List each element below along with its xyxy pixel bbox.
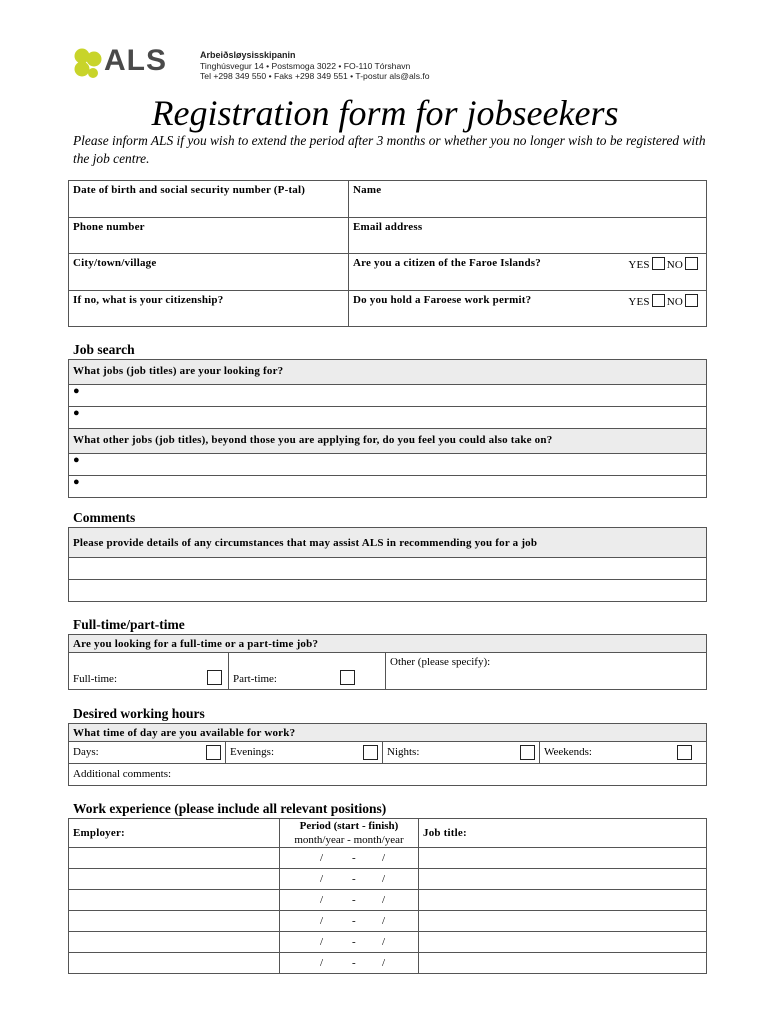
evenings-label: Evenings:	[230, 746, 274, 758]
fulltime-question-label: Are you looking for a full-time or a part-time job?	[73, 638, 319, 650]
experience-heading: Work experience (please include all relevant positions)	[73, 801, 387, 816]
hours-table	[68, 723, 707, 786]
period-slash-end: /	[382, 852, 386, 864]
experience-row	[69, 953, 707, 974]
period-sub-label: month/year - month/year	[294, 834, 404, 846]
fulltime-question	[69, 635, 707, 653]
city-field[interactable]	[69, 254, 349, 291]
citizen-yes-label: YES	[628, 259, 650, 271]
bullet-icon: ●	[73, 454, 80, 466]
days-label: Days:	[73, 746, 99, 758]
fulltime-checkbox[interactable]	[207, 670, 222, 685]
name-field[interactable]	[349, 181, 707, 218]
address-line: Tinghúsvegur 14 • Postsmoga 3022 • FO-110 Tórshavn	[200, 60, 411, 71]
employer-cell[interactable]	[69, 911, 280, 932]
nights-checkbox[interactable]	[520, 745, 535, 760]
weekends-option	[540, 742, 707, 764]
citizenship-label: If no, what is your citizenship?	[73, 294, 224, 306]
citizen-no-checkbox[interactable]	[685, 257, 698, 270]
period-cell[interactable]	[280, 932, 419, 953]
employer-cell[interactable]	[69, 953, 280, 974]
dob-label: Date of birth and social security number (P-tal)	[73, 184, 306, 196]
job-title-entry-2[interactable]	[69, 407, 707, 429]
jobtitle-cell[interactable]	[419, 890, 707, 911]
period-cell[interactable]	[280, 953, 419, 974]
period-slash-start: /	[320, 957, 324, 969]
weekends-label: Weekends:	[544, 746, 592, 758]
nights-option	[383, 742, 540, 764]
fulltime-label: Full-time:	[73, 673, 117, 685]
comments-prompt-label: Please provide details of any circumstances that may assist ALS in recommending you for a job	[73, 537, 538, 549]
bullet-icon: ●	[73, 407, 80, 419]
jobtitle-cell[interactable]	[419, 911, 707, 932]
hours-question	[69, 724, 707, 742]
evenings-checkbox[interactable]	[363, 745, 378, 760]
days-checkbox[interactable]	[206, 745, 221, 760]
nights-label: Nights:	[387, 746, 420, 758]
intro-text: Please inform ALS if you wish to extend the period after 3 months or whether you no longer wish to be registered with the job centre.	[73, 133, 706, 166]
page-title: Registration form for jobseekers	[151, 93, 619, 133]
period-cell[interactable]	[280, 890, 419, 911]
comments-line-2[interactable]	[69, 580, 707, 602]
logo-text: ALS	[104, 44, 167, 77]
period-slash-start: /	[320, 936, 324, 948]
experience-row	[69, 848, 707, 869]
days-option	[69, 742, 226, 764]
dob-field[interactable]	[69, 181, 349, 218]
contact-line: Tel +298 349 550 • Faks +298 349 551 • T-postur als@als.fo	[200, 71, 430, 81]
period-dash: -	[352, 957, 356, 969]
other-specify-label: Other (please specify):	[390, 656, 491, 668]
experience-row	[69, 890, 707, 911]
employer-cell[interactable]	[69, 890, 280, 911]
period-slash-end: /	[382, 894, 386, 906]
permit-label: Do you hold a Faroese work permit?	[353, 294, 532, 306]
permit-no-checkbox[interactable]	[685, 294, 698, 307]
citizen-no-label: NO	[666, 259, 683, 271]
citizen-yes-checkbox[interactable]	[652, 257, 665, 270]
period-cell[interactable]	[280, 911, 419, 932]
period-cell[interactable]	[280, 869, 419, 890]
employer-cell[interactable]	[69, 848, 280, 869]
city-label: City/town/village	[73, 257, 157, 269]
period-dash: -	[352, 894, 356, 906]
period-dash: -	[352, 936, 356, 948]
citizenship-field[interactable]	[69, 291, 349, 327]
org-name: Arbeiðsløysisskipanin	[200, 50, 296, 60]
clover-icon	[70, 46, 106, 82]
phone-label: Phone number	[73, 221, 145, 233]
jobtitle-cell[interactable]	[419, 869, 707, 890]
additional-comments-label: Additional comments:	[73, 768, 172, 780]
fulltime-heading: Full-time/part-time	[73, 617, 185, 632]
parttime-label: Part-time:	[233, 673, 277, 685]
additional-comments-field[interactable]	[69, 764, 707, 786]
permit-yes-label: YES	[628, 296, 650, 308]
permit-question	[349, 291, 707, 327]
other-specify-field[interactable]	[386, 653, 707, 690]
period-slash-end: /	[382, 936, 386, 948]
experience-table	[68, 818, 707, 974]
experience-row	[69, 869, 707, 890]
period-dash: -	[352, 852, 356, 864]
citizen-label: Are you a citizen of the Faroe Islands?	[353, 257, 541, 269]
job-search-q1-label: What jobs (job titles) are your looking for?	[73, 365, 284, 377]
jobtitle-cell[interactable]	[419, 932, 707, 953]
job-search-question-1	[69, 360, 707, 385]
bullet-icon: ●	[73, 385, 80, 397]
period-dash: -	[352, 873, 356, 885]
other-job-entry-2[interactable]	[69, 476, 707, 498]
experience-row	[69, 911, 707, 932]
jobtitle-cell[interactable]	[419, 848, 707, 869]
employer-cell[interactable]	[69, 932, 280, 953]
phone-field[interactable]	[69, 218, 349, 254]
comments-prompt	[69, 528, 707, 558]
period-slash-end: /	[382, 957, 386, 969]
weekends-checkbox[interactable]	[677, 745, 692, 760]
period-slash-start: /	[320, 915, 324, 927]
period-slash-end: /	[382, 873, 386, 885]
period-dash: -	[352, 915, 356, 927]
other-job-entry-1[interactable]	[69, 454, 707, 476]
comments-heading: Comments	[73, 510, 136, 525]
job-search-q2-label: What other jobs (job titles), beyond those you are applying for, do you feel you could also take on?	[73, 434, 553, 446]
parttime-checkbox[interactable]	[340, 670, 355, 685]
evenings-option	[226, 742, 383, 764]
period-slash-end: /	[382, 915, 386, 927]
period-label: Period (start - finish)	[299, 820, 399, 832]
job-search-table	[68, 359, 707, 498]
job-search-heading: Job search	[73, 342, 135, 357]
period-header	[280, 819, 419, 848]
period-cell[interactable]	[280, 848, 419, 869]
employer-label: Employer:	[73, 827, 125, 839]
permit-yes-checkbox[interactable]	[652, 294, 665, 307]
personal-details-table	[68, 180, 707, 327]
permit-no-label: NO	[666, 296, 683, 308]
hours-question-label: What time of day are you available for work?	[73, 727, 296, 739]
jobtitle-label: Job title:	[423, 827, 467, 839]
email-field[interactable]	[349, 218, 707, 254]
comments-line-1[interactable]	[69, 558, 707, 580]
job-search-question-2	[69, 429, 707, 454]
bullet-icon: ●	[73, 476, 80, 488]
org-address-block	[200, 50, 460, 82]
fulltime-option	[69, 653, 229, 690]
jobtitle-header	[419, 819, 707, 848]
employer-header	[69, 819, 280, 848]
period-slash-start: /	[320, 873, 324, 885]
email-label: Email address	[353, 221, 423, 233]
jobtitle-cell[interactable]	[419, 953, 707, 974]
employer-cell[interactable]	[69, 869, 280, 890]
job-title-entry-1[interactable]	[69, 385, 707, 407]
fulltime-table	[68, 634, 707, 690]
experience-row	[69, 932, 707, 953]
period-slash-start: /	[320, 894, 324, 906]
comments-table	[68, 527, 707, 602]
parttime-option	[229, 653, 386, 690]
hours-heading: Desired working hours	[73, 706, 205, 721]
period-slash-start: /	[320, 852, 324, 864]
citizen-question	[349, 254, 707, 291]
als-logo	[70, 46, 170, 82]
name-label: Name	[353, 184, 382, 196]
